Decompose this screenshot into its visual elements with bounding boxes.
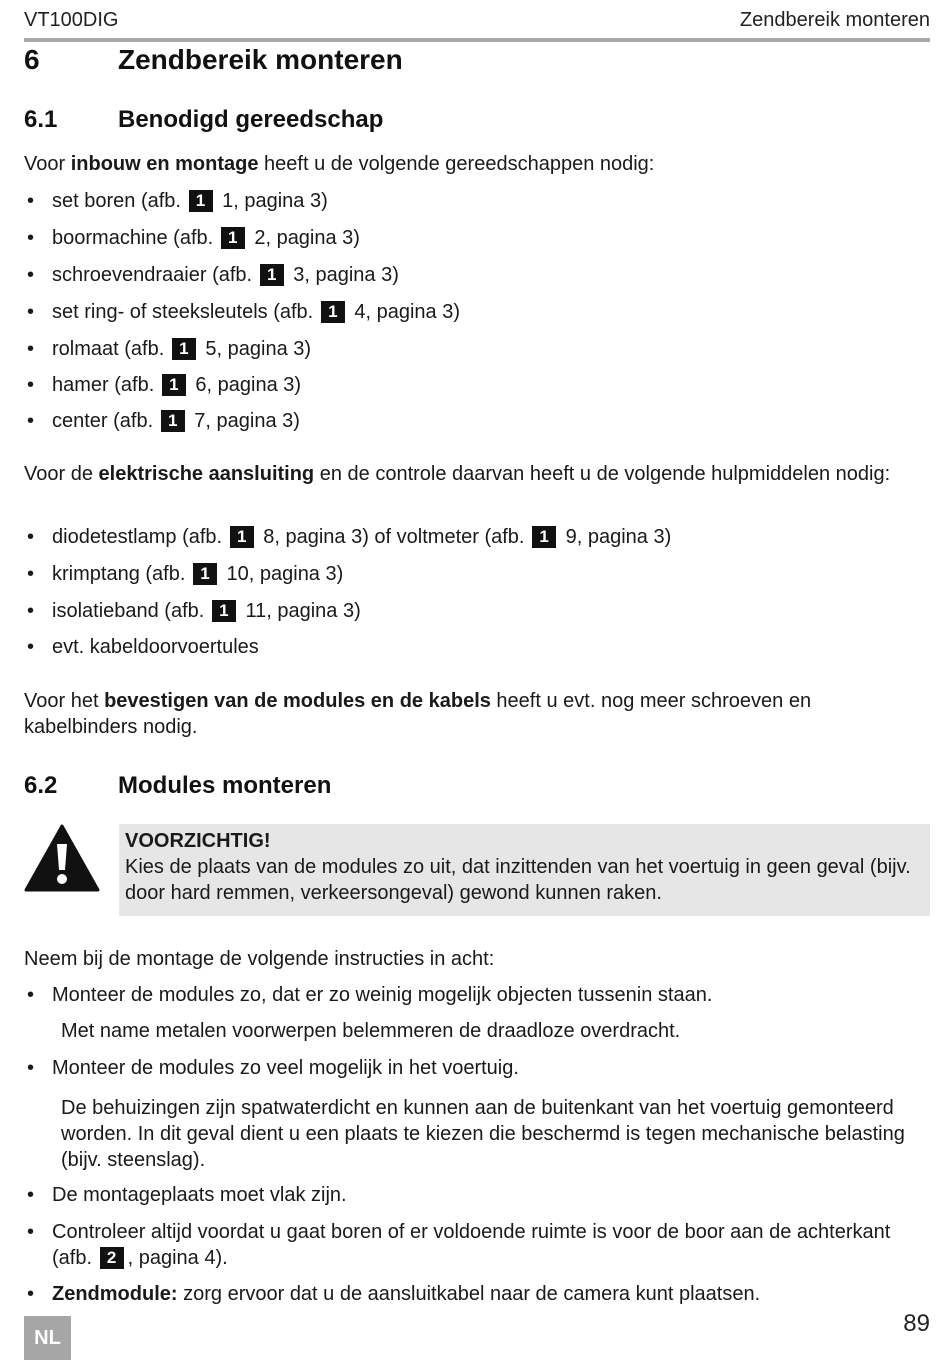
figure-ref-badge: 1 <box>230 526 254 548</box>
fixing-pre: Voor het <box>24 690 105 712</box>
electrical-post: en de controle daarvan heeft u de volgende hulpmiddelen nodig: <box>314 463 891 485</box>
item-label: boormachine (afb. <box>52 227 214 249</box>
list-item <box>24 634 930 670</box>
list-item <box>24 225 930 262</box>
bullet-icon: • <box>27 374 35 396</box>
manual-page <box>24 0 930 1364</box>
chapter-number: 6 <box>24 44 40 75</box>
tools-intro <box>24 151 930 177</box>
item-label: krimptang (afb. <box>52 563 186 585</box>
list-item <box>24 408 930 444</box>
item-detail: 11, pagina 3) <box>245 600 361 622</box>
language-badge: NL <box>24 1316 71 1360</box>
bullet-icon: • <box>27 338 35 360</box>
list-item <box>24 372 930 408</box>
bullet-icon: • <box>27 190 35 212</box>
item-text: Monteer de modules zo, dat er zo weinig mogelijk objecten tussenin staan. <box>52 984 713 1006</box>
list-item <box>24 1182 930 1219</box>
item-detail: 5, pagina 3) <box>205 338 312 360</box>
list-item <box>24 262 930 299</box>
item-detail: 1, pagina 3) <box>222 190 328 212</box>
figure-ref-badge: 1 <box>532 526 556 548</box>
fixing-post: heeft u evt. nog meer schroeven en kabelbinders nodig. <box>24 690 812 738</box>
list-item <box>24 1281 930 1317</box>
item-text-tail: , pagina 4). <box>127 1247 228 1269</box>
electrical-intro <box>24 461 930 487</box>
header-chapter: Zendbereik monteren <box>739 9 930 31</box>
item-detail: 2, pagina 3) <box>254 227 360 249</box>
fixing-note <box>24 688 930 740</box>
section-number: 6.1 <box>24 106 58 133</box>
list-item-note <box>24 1018 930 1055</box>
figure-ref-badge: 1 <box>161 410 185 432</box>
bullet-icon: • <box>27 264 35 286</box>
bullet-icon: • <box>27 1283 35 1305</box>
item-bold: Zendmodule: <box>52 1283 178 1305</box>
bullet-icon: • <box>27 600 35 622</box>
item-text: De montageplaats moet vlak zijn. <box>52 1184 347 1206</box>
list-item-note <box>24 1092 930 1182</box>
bullet-icon: • <box>27 563 35 585</box>
item-note: Met name metalen voorwerpen belemmeren de draadloze overdracht. <box>61 1020 681 1042</box>
section-heading-6-2 <box>24 772 331 800</box>
item-label: isolatieband (afb. <box>52 600 205 622</box>
bullet-icon: • <box>27 410 35 432</box>
item-label: schroevendraaier (afb. <box>52 264 253 286</box>
item-label: diodetestlamp (afb. <box>52 526 223 548</box>
section-title: Benodigd gereedschap <box>118 106 384 133</box>
figure-ref-badge: 1 <box>321 301 345 323</box>
list-item <box>24 299 930 336</box>
bullet-icon: • <box>27 1221 35 1243</box>
header-rule <box>24 38 930 42</box>
intro-pre: Voor <box>24 153 71 175</box>
figure-ref-badge: 1 <box>221 227 245 249</box>
intro-post: heeft u de volgende gereedschappen nodig: <box>258 153 655 175</box>
item-detail: 4, pagina 3) <box>354 301 460 323</box>
figure-ref-badge: 1 <box>162 374 186 396</box>
item-detail: 3, pagina 3) <box>293 264 399 286</box>
bullet-icon: • <box>27 984 35 1006</box>
list-item <box>24 1055 930 1092</box>
caution-title: VOORZICHTIG! <box>125 830 271 852</box>
electrical-bold: elektrische aansluiting <box>98 463 315 485</box>
list-item <box>24 598 930 634</box>
figure-ref-badge: 1 <box>212 600 236 622</box>
aids-list <box>24 524 930 670</box>
list-item <box>24 336 930 372</box>
section-heading-6-1 <box>24 106 383 134</box>
item-text: Controleer altijd voordat u gaat boren of er voldoende ruimte is voor de boor aan de achterkant (afb. <box>52 1221 891 1269</box>
bullet-icon: • <box>27 1057 35 1079</box>
chapter-title: Zendbereik monteren <box>118 44 403 75</box>
warning-triangle-icon <box>24 824 100 892</box>
section-number: 6.2 <box>24 772 58 799</box>
header-product: VT100DIG <box>24 9 119 31</box>
bullet-icon: • <box>27 526 35 548</box>
fixing-bold: bevestigen van de modules en de kabels <box>104 690 491 712</box>
item-detail: 6, pagina 3) <box>195 374 302 396</box>
list-item <box>24 524 930 561</box>
figure-ref-badge: 1 <box>189 190 213 212</box>
item-label: rolmaat (afb. <box>52 338 165 360</box>
figure-ref-badge: 1 <box>260 264 284 286</box>
item-detail: 7, pagina 3) <box>194 410 300 432</box>
item-detail: 10, pagina 3) <box>226 563 344 585</box>
page-number: 89 <box>903 1310 930 1337</box>
item-text: Monteer de modules zo veel mogelijk in het voertuig. <box>52 1057 519 1079</box>
item-note: De behuizingen zijn spatwaterdicht en kunnen aan de buitenkant van het voertuig gemonteerd worden. In dit geval dient u een plaats te kiezen die beschermd is tegen mechanische belasting (bijv. steenslag). <box>61 1097 905 1171</box>
bullet-icon: • <box>27 227 35 249</box>
figure-ref-badge: 1 <box>172 338 196 360</box>
list-item <box>24 982 930 1018</box>
item-label: hamer (afb. <box>52 374 155 396</box>
electrical-pre: Voor de <box>24 463 99 485</box>
item-label: set boren (afb. <box>52 190 181 212</box>
list-item <box>24 188 930 225</box>
bullet-icon: • <box>27 636 35 658</box>
item-label: set ring- of steeksleutels (afb. <box>52 301 314 323</box>
caution-text: Kies de plaats van de modules zo uit, dat inzittenden van het voertuig in geen geval (bijv. door hard remmen, verkeersongeval) gewond kunnen raken. <box>125 856 911 904</box>
list-item <box>24 561 930 598</box>
chapter-heading <box>24 44 403 76</box>
instructions-intro: Neem bij de montage de volgende instructies in acht: <box>24 948 495 970</box>
list-item <box>24 1219 930 1281</box>
bullet-icon: • <box>27 301 35 323</box>
running-header <box>24 9 930 37</box>
caution-box <box>119 824 930 916</box>
section-title: Modules monteren <box>118 772 332 799</box>
item-detail: 8, pagina 3) of voltmeter (afb. <box>263 526 525 548</box>
item-text: zorg ervoor dat u de aansluitkabel naar de camera kunt plaatsen. <box>177 1283 761 1305</box>
item-label: evt. kabeldoorvoertules <box>52 636 259 658</box>
figure-ref-badge: 1 <box>193 563 217 585</box>
intro-bold: inbouw en montage <box>70 153 259 175</box>
instructions-list <box>24 982 930 1317</box>
bullet-icon: • <box>27 1184 35 1206</box>
tools-list <box>24 188 930 444</box>
item-detail: 9, pagina 3) <box>565 526 672 548</box>
item-label: center (afb. <box>52 410 154 432</box>
figure-ref-badge: 2 <box>100 1247 124 1269</box>
